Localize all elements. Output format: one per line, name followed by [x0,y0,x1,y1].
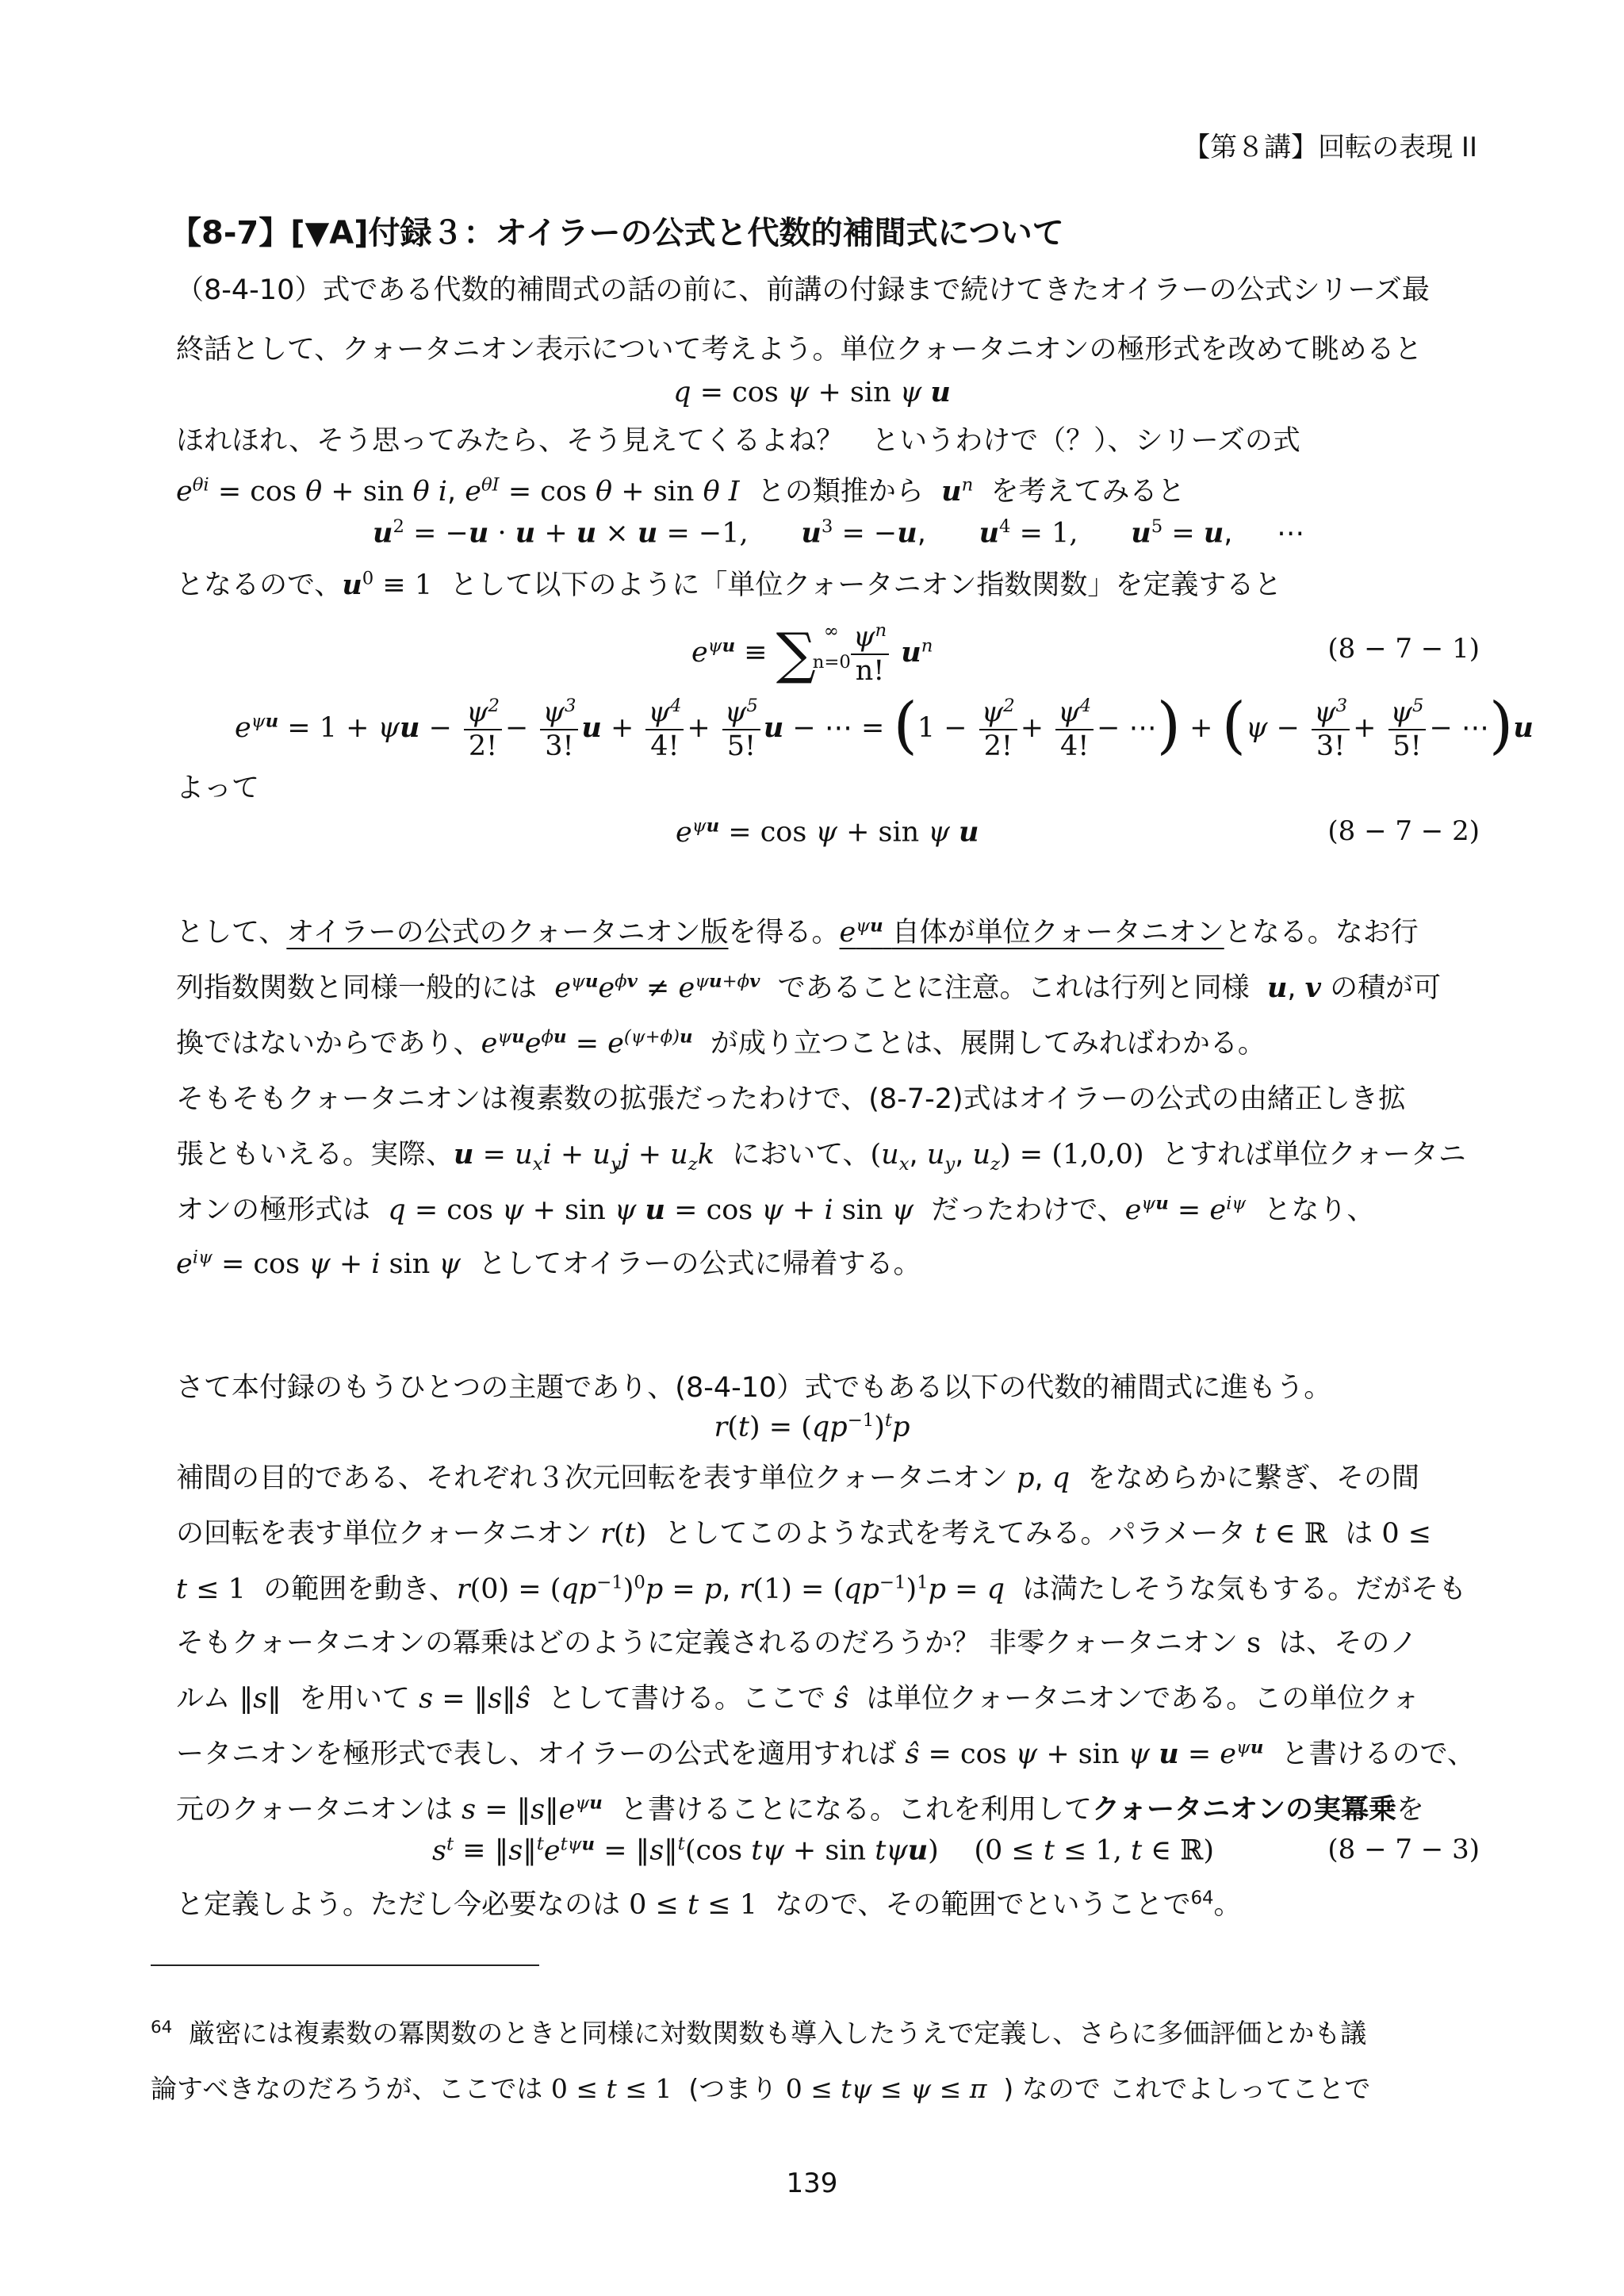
p2-l1-c: となる。なお行 [1224,917,1419,949]
p3-l8-c: を [1396,1794,1424,1826]
p2-l2-c: の積が可 [1330,972,1442,1004]
p2-l5-a: 張ともいえる。実際、 [176,1139,454,1171]
p3-l3-a: の回転を表す単位クォータニオン [176,1518,592,1550]
p2-line1: として、オイラーの公式のクォータニオン版を得る。$e^{\psi u}$ 自体が単位クォータニオンとなる。なお行 [176,915,1419,949]
p2-l1-a: として、 [176,917,287,949]
p3-l4-a: の範囲を動き、 [263,1573,457,1605]
p3-line7: ータニオンを極形式で表し、オイラーの公式を適用すれば ŝ = cos ψ + sin ψ $u = e^{\psi u}$ と書けるので、 [176,1737,1475,1770]
p3-l4-b: は満たしそうな気もする。だがそも [1022,1573,1467,1605]
p3-l3-b: としてこのような式を考えてみる。パラメータ [664,1518,1247,1550]
equation-number-2: (8 − 7 − 2) [1327,815,1480,847]
footnote-line1 [151,2013,1366,2050]
p3-l6-a: ルム [176,1683,231,1715]
underlined-unit-quaternion: 自体が単位クォータニオン [891,917,1224,949]
p3-line3: の回転を表す単位クォータニオン r(t) としてこのような式を考えてみる。パラメータ t ∈ ℝ は 0 ≤ [176,1518,1432,1550]
p3-l2-a: 補間の目的である、それぞれ３次元回転を表す単位クォータニオン [176,1462,1008,1494]
p1-line4-mid: との類推から [756,476,924,508]
p2-l6-c: となり、 [1263,1194,1375,1226]
equation-euler-quaternion: $e^{\psi u} = \cos \psi + \sin \psi$ u [676,815,979,849]
p2-l3-b: が成り立つことは、展開してみればわかる。 [710,1028,1266,1060]
p3-l2-b: をなめらかに繋ぎ、その間 [1087,1462,1420,1494]
underlined-euler-quaternion-version: オイラーの公式のクォータニオン版 [286,917,729,949]
p3-line6: ルム ‖s‖ を用いて s = ‖s‖ŝ として書ける。ここで ŝ は単位クォータニオンである。この単位クォ [176,1683,1420,1715]
footnote-line2: 論すべきなのだろうが、ここでは 0 ≤ t ≤ 1 (つまり 0 ≤ tψ ≤ ψ ≤ π ) なので これでよしってことで [151,2073,1371,2104]
p2-line2: 列指数関数と同様一般的には $e^{\psi u}e^{\phi v} \ne e^{\psi u+\phi v}$ であることに注意。これは行列と同様 u, v の積が可 [176,971,1442,1004]
p3-l5-b: は、そのノ [1278,1627,1418,1659]
p3-l10-a: と定義しよう。ただし今必要なのは [176,1889,621,1921]
equation-number-3: (8 − 7 − 3) [1327,1834,1480,1865]
running-header: 【第８講】回転の表現 II [1183,132,1477,163]
p1-line6-b: として以下のように「単位クォータニオン指数関数」を定義すると [450,569,1282,601]
p3-l7-a: ータニオンを極形式で表し、オイラーの公式を適用すれば [176,1738,897,1770]
p2-l5-c: とすれば単位クォータニ [1161,1139,1466,1171]
footnote-mark: 64 [151,2018,173,2037]
p1-line6: となるので、$u^0 \equiv 1$ として以下のように「単位クォータニオン指数関数」を定義すると [176,568,1282,601]
p2-l7: としてオイラーの公式に帰着する。 [478,1248,921,1280]
equation-number-1: (8 − 7 − 1) [1327,633,1480,665]
p3-l10-b: なので、その範囲でということで [775,1889,1191,1921]
p3-l8-a: 元のクォータニオンは [176,1794,453,1826]
bold-real-power-term: クォータニオンの実冪乗 [1092,1794,1396,1826]
p3-line4: t ≤ 1 の範囲を動き、$r(0) = (qp^{-1})^0p = p$, $r(1) = (qp^{-1})^1p = q$ は満たしそうな気もする。だがそも [176,1572,1467,1605]
p3-l6-b: を用いて [298,1683,410,1715]
equation-series-expansion: $e^{\psi u} = 1 + \psi u$ − $\frac{\psi^2}{2!}$ − $\frac{\psi^3}{3!}$ u + $\frac{\psi^4}{4!}$ + $\frac{\psi^5}{5!}$ u − ⋯ = (1 − $\frac{\psi^2}{2!}$ + $\frac{\psi^4}{4!}$ − ⋯) + (ψ − $\frac{\psi^3}{3!}$ + $\frac{\psi^5}{5!}$ − ⋯)u [235,690,1534,762]
equation-powers-of-u: $u^2 = -u \cdot u + u \times u = -1$, $u^3 = -u$, $u^4 = 1$, $u^5 = u$, ⋯ [373,516,1305,550]
footnote-text-line1: 厳密には複素数の冪関数のときと同様に対数関数も導入したうえで定義し、さらに多価評価とかも議 [189,2018,1367,2049]
p2-l5-b: において、 [732,1139,871,1171]
p3-line1: さて本付録のもうひとつの主題であり、(8-4-10）式でもある以下の代数的補間式に進もう。 [176,1372,1332,1404]
p3-line2: 補間の目的である、それぞれ３次元回転を表す単位クォータニオン p, q をなめらかに繋ぎ、その間 [176,1462,1420,1494]
p3-l3-c: は [1345,1518,1373,1550]
p1-line3: ほれほれ、そう思ってみたら、そう見えてくるよね？ というわけで（？）、シリーズの式 [176,425,1300,457]
p1-line4: $e^{\theta i} = \cos \theta + \sin \theta$ i, $e^{\theta I} = \cos \theta + \sin \theta$ I との類推から $u^n$ を考えてみると [176,474,1185,508]
p3-line5: そもクォータニオンの冪乗はどのように定義されるのだろうか？ 非零クォータニオン s は、そのノ [176,1627,1418,1659]
footnote-l2-b: (つまり [688,2073,778,2104]
p3-l8-b: と書けることになる。これを利用して [620,1794,1093,1826]
p3-l5-a: そもクォータニオンの冪乗はどのように定義されるのだろうか？ 非零クォータニオン [176,1627,1239,1659]
p3-l6-d: は単位クォータニオンである。この単位クォ [866,1683,1420,1715]
equation-polar-form: q = cos ψ + sin ψ u [673,376,951,408]
section-heading: 【8-7】[▼A]付録３：オイラーの公式と代数的補間式について [170,215,1064,251]
equation-real-power: $s^t$ ≡ $‖s‖^te^{t\psi u}$ = ‖s‖$^t$(cos tψ + sin tψu) (0 ≤ t ≤ 1, t ∈ ℝ) [432,1834,1215,1867]
p2-line5: 張ともいえる。実際、$u = u_xi + u_yj + u_zk$ において、($u_x$, $u_y$, $u_z) = (1,0,0)$ とすれば単位クォータニ [176,1138,1466,1175]
p3-l6-c: として書ける。ここで [547,1683,825,1715]
p2-line4: そもそもクォータニオンは複素数の拡張だったわけで、(8-7-2)式はオイラーの公式の由緒正しき拡 [176,1083,1406,1115]
p2-l1-b: を得る。 [728,917,840,949]
p2-l3-a: 換ではないからであり、 [176,1028,481,1060]
p3-line10: と定義しよう。ただし今必要なのは 0 ≤ t ≤ 1 なので、その範囲でということで$^{64}$。 [176,1888,1242,1921]
footnote-l2-c: ) なので これでよしってことで [1003,2073,1371,2104]
p1-yotte: よって [176,772,260,804]
p1-line6-a: となるので、 [176,569,343,601]
p2-l2-a: 列指数関数と同様一般的には [176,972,538,1004]
p2-line3: 換ではないからであり、$e^{\psi u}e^{\phi u} = e^{(\psi+\phi)u}$ が成り立つことは、展開してみればわかる。 [176,1026,1266,1060]
p2-line6: オンの極形式は q = cos ψ + sin ψ u = cos ψ + i sin ψ だったわけで、$e^{\psi u} = e^{i\psi}$ となり、 [176,1193,1375,1226]
p1-line4-end: を考えてみると [990,476,1185,508]
p2-l2-b: であることに注意。これは行列と同様 [777,972,1250,1004]
equation-exp-definition: $e^{\psi u} \equiv \sum_{n=0}^\infty$ $\frac{\psi^n}{n!}$ $u^n$ [691,620,933,687]
footnote-separator [151,1964,539,1966]
p2-l6-a: オンの極形式は [176,1194,371,1226]
footnote-reference-64[interactable]: 64 [1190,1888,1214,1909]
p1-line2: 終話として、クォータニオン表示について考えよう。単位クォータニオンの極形式を改めて眺めると [176,334,1423,366]
p3-l10-c: 。 [1213,1889,1242,1921]
p2-l6-b: だったわけで、 [931,1194,1125,1226]
p1-line1: （8-4-10）式である代数的補間式の話の前に、前講の付録まで続けてきたオイラーの公式シリーズ最 [176,274,1430,306]
p2-line7: $e^{i\psi} = \cos \psi + i$ sin ψ としてオイラーの公式に帰着する。 [176,1247,921,1280]
footnote-l2-a: 論すべきなのだろうが、ここでは [151,2073,543,2104]
equation-interpolation: $r(t) = (qp^{-1})^tp$ [714,1410,910,1443]
p3-line8: 元のクォータニオンは $s = ‖s‖e^{\psi u}$ と書けることになる。これを利用してクォータニオンの実冪乗を [176,1792,1424,1826]
p3-l7-b: と書けるので、 [1281,1738,1475,1770]
page-number: 139 [786,2168,838,2199]
